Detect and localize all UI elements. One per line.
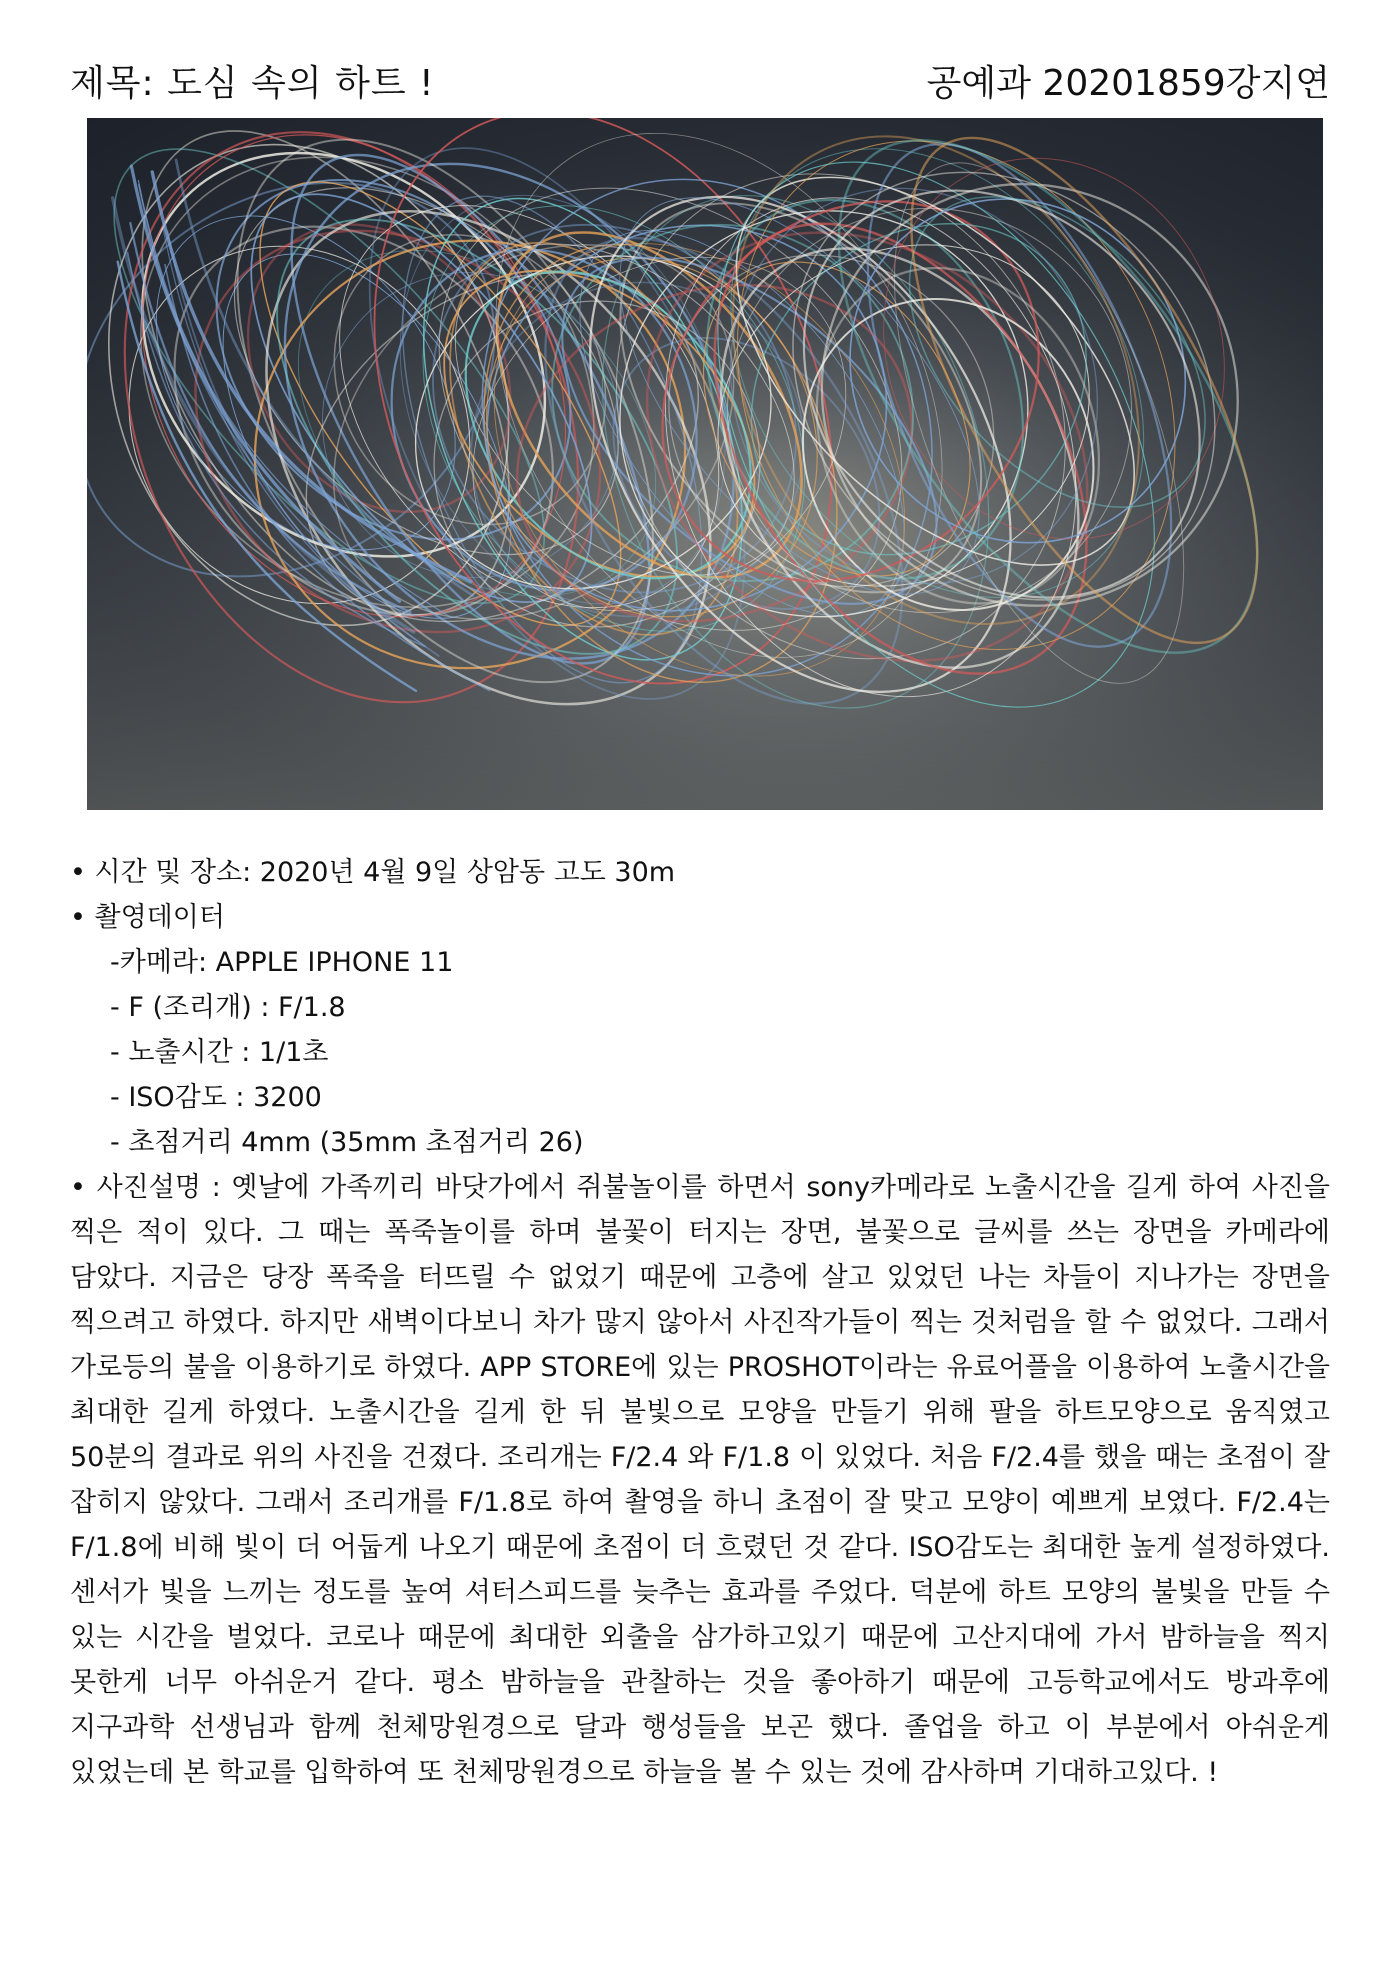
light-trails-image <box>87 118 1323 810</box>
document-body <box>70 850 1330 1795</box>
time-place-line: • 시간 및 장소: 2020년 4월 9일 상암동 고도 30m <box>70 857 676 888</box>
page-title: 제목: 도심 속의 하트 ! <box>70 62 435 104</box>
exposure-line: - 노출시간 : 1/1초 <box>110 1037 329 1068</box>
shooting-data-heading: • 촬영데이터 <box>70 902 225 933</box>
iso-line: - ISO감도 : 3200 <box>110 1082 322 1113</box>
page-header <box>70 52 1330 108</box>
aperture-line: - F (조리개) : F/1.8 <box>110 992 346 1023</box>
camera-line: -카메라: APPLE IPHONE 11 <box>110 947 454 978</box>
photo-description: • 사진설명 : 옛날에 가족끼리 바닷가에서 쥐불놀이를 하면서 sony카메라로 노출시간을 길게 하여 사진을 찍은 적이 있다. 그 때는 폭죽놀이를 하며 불꽃이 터지는 장면, 불꽃으로 글씨를 쓰는 장면을 카메라에 담았다. 지금은 당장 폭죽을 터뜨릴 수 없었기 때문에 고층에 살고 있었던 나는 차들이 지나가는 장면을 찍으려고 하였다. 하지만 새벽이다보니 차가 많지 않아서 사진작가들이 찍는 것처럼을 할 수 없었다. 그래서 가로등의 불을 이용하기로 하였다. APP STORE에 있는 PROSHOT이라는 유료어플을 이용하여 노출시간을 최대한 길게 하였다. 노출시간을 길게 한 뒤 불빛으로 모양을 만들기 위해 팔을 하트모양으로 움직였고 50분의 결과로 위의 사진을 건졌다. 조리개는 F/2.4 와 F/1.8 이 있었다. 처음 F/2.4를 했을 때는 초점이 잘 잡히지 않았다. 그래서 조리개를 F/1.8로 하여 촬영을 하니 초점이 잘 맞고 모양이 예쁘게 보였다. F/2.4는 F/1.8에 비해 빛이 더 어둡게 나오기 때문에 초점이 더 흐렸던 것 같다. ISO감도는 최대한 높게 설정하였다. 센서가 빛을 느끼는 정도를 높여 셔터스피드를 늦추는 효과를 주었다. 덕분에 하트 모양의 불빛을 만들 수 있는 시간을 벌었다. 코로나 때문에 최대한 외출을 삼가하고있기 때문에 고산지대에 가서 밤하늘을 찍지 못한게 너무 아쉬운거 같다. 평소 밤하늘을 관찰하는 것을 좋아하기 때문에 고등학교에서도 방과후에 지구과학 선생님과 함께 천체망원경으로 달과 행성들을 보곤 했다. 졸업을 하고 이 부분에서 아쉬운게 있었는데 본 학교를 입학하여 또 천체망원경으로 하늘을 볼 수 있는 것에 감사하며 기대하고있다. ! <box>70 1172 1331 1788</box>
author-info: 공예과 20201859강지연 <box>926 62 1330 104</box>
focal-length-line: - 초점거리 4mm (35mm 초점거리 26) <box>110 1127 584 1158</box>
light-trails-photo <box>87 118 1323 810</box>
